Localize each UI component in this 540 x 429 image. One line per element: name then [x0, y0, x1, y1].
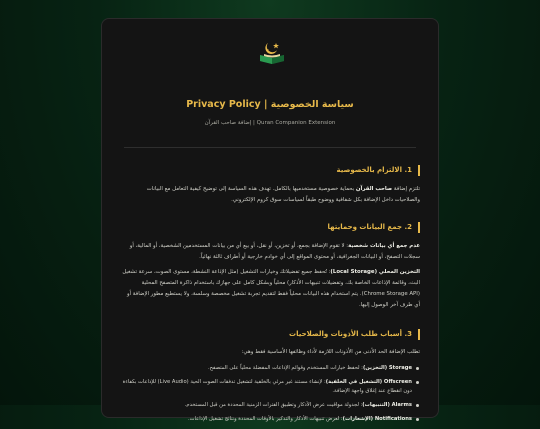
page-title: Privacy Policy | سياسة الخصوصية	[186, 99, 354, 110]
section-3-heading: 3. أسباب طلب الأذونات والصلاحيات	[289, 329, 420, 340]
header-divider	[124, 147, 416, 148]
section-3-intro: تطلب الإضافة الحد الأدنى من الأذونات اللازمة لأداء وظائفها الأساسية فقط وهي:	[241, 349, 420, 355]
section-2-heading: 2. جمع البيانات وحمايتها	[328, 222, 420, 233]
section-2-paragraph-1: عدم جمع أي بيانات شخصية: لا تقوم الإضافة بجمع، أو تخزين، أو نقل، أو بيع أي من بيانات المستخدمين الشخصية، أو المالية، أو سجلات التصفح، أو البيانات الجغرافية، أو محتوى المواقع إلى أي خوادم خارجية أو أطراف ثالثة نهائياً.	[129, 243, 420, 260]
section-1-heading: 1. الالتزام بالخصوصية	[337, 165, 420, 176]
page-subtitle: إضافة صاحب القرآن | Quran Companion Extension	[204, 120, 336, 126]
quran-crescent-logo-icon	[257, 37, 287, 67]
list-item-alarms: Alarms (التنبيهات): لجدولة مواقيت عرض الأذكار وتطبيق الفترات الزمنية المحددة من قبل المستخدم.	[120, 401, 420, 410]
privacy-policy-card	[101, 18, 439, 422]
permissions-list	[120, 364, 420, 429]
list-item-offscreen: Offscreen (التشغيل في الخلفية): لإنشاء مستند غير مرئي بالخلفية لتشغيل تدفقات الصوت الحية (Live Audio) للإذاعات بكفاءة دون انقطاع عند إغلاق واجهة الإضافة.	[120, 378, 420, 396]
section-1-paragraph: تلتزم إضافة صاحب القرآن بحماية خصوصية مستخدميها بالكامل. تهدف هذه السياسة إلى توضيح كيفية التعامل مع البيانات والصلاحيات داخل الإضافة بكل شفافية ووضوح طبقاً لسياسات سوق كروم الإلكتروني.	[146, 186, 420, 203]
list-item-storage: Storage (التخزين): لحفظ خيارات المستخدم وقوائم الإذاعات المفضلة محلياً على المتصفح.	[120, 364, 420, 373]
section-2-paragraph-2: التخزين المحلي (Local Storage): تُحفظ جميع تفضيلاتك وخيارات التشغيل (مثل الإذاعة النشطة، مستوى الصوت، سرعة تشغيل البث، وقائمة الإذاعات الخاصة بك، وتفضيلات تنبيهات الأذكار) محلياً وبشكل كامل على جهازك باستخدام ذاكرة المتصفح المحلية (Chrome Storage API). يتم استخدام هذه البيانات محلياً فقط لتقديم تجربة تشغيل مخصصة وسلسة، ولا يستطيع مطور الإضافة أو أي طرف آخر الوصول إليها.	[122, 269, 420, 308]
list-item-notifications: Notifications (الإشعارات): لعرض تنبيهات الأذكار والتذكير بالأوقات المحددة ونتائج تشغيل الإذاعات.	[120, 415, 420, 424]
